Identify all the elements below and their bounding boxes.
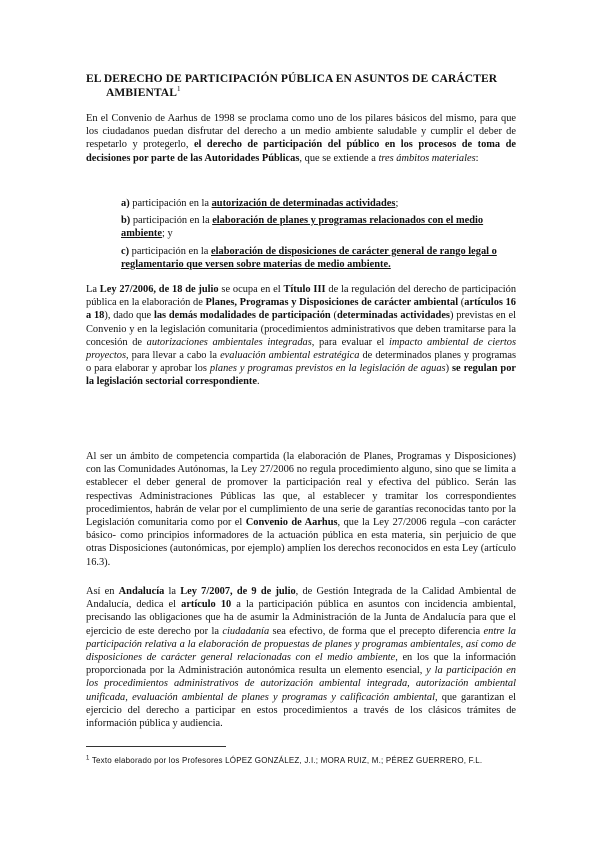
bold-text: el derecho de participación del público en los procesos de toma de decisiones por parte de las Autoridades Públicas [86, 139, 517, 164]
text: se ocupa en el [218, 284, 284, 295]
text: , para evaluar el [311, 336, 389, 348]
title-line-2: AMBIENTAL [106, 87, 177, 99]
italic-text: entre la participación relativa a la elaboración de propuestas de planes y programas ambientales, así como de disposiciones de carácter general relacionadas con el medio ambiente [86, 625, 516, 664]
footnote-marker: 1 [86, 755, 90, 762]
footnote-text: Texto elaborado por los Profesores LÓPEZ GONZÁLEZ, J.I.; MORA RUIZ, M.; PÉREZ GUERRERO, F.L. [89, 756, 483, 765]
list-marker: b) [121, 215, 131, 227]
bold-text: Andalucía [118, 586, 165, 597]
text: ) previstas en el Convenio y en la legislación comunitaria (procedimientos administrativos que deben tramitarse para la concesión de [86, 310, 516, 348]
italic-text: ciudadanía [222, 625, 270, 637]
paragraph-aarhus [86, 112, 516, 165]
underlined-text: elaboración de disposiciones de carácter general de rango legal o reglamentario que versen sobre materias de medio ambiente. [121, 245, 497, 270]
text: que garantizan el ejercicio del derecho a participar en estos procedimientos a través de los clásicos trámites de información pública y audiencia. [86, 691, 516, 730]
list-item-c [121, 245, 519, 271]
text: a la participación pública en asuntos con incidencia ambiental, precisando las obligaciones que ha de asumir la Administración de la Junta de Andalucía para que el ejercicio de este derecho por la [86, 599, 516, 637]
title-footnote-ref[interactable]: 1 [176, 85, 181, 94]
text: , que la Ley 27/2006 regula –con carácter básico- como principios informadores de la actuación pública en esta materia, sin perjuicio de que otras Disposiciones (autonómicas, por ejemplo) amplíen los derechos reconocidos en esta Ley (artículo 16.3). [86, 517, 516, 568]
bold-text: Planes, Programas y Disposiciones de carácter ambiental [205, 297, 459, 309]
italic-text: evaluación ambiental estratégica [220, 350, 360, 362]
footnote-divider [86, 746, 226, 747]
text: ; [395, 198, 399, 209]
list-marker: a) [121, 198, 130, 209]
participation-list [121, 197, 519, 275]
bold-text: artículo 10 [181, 599, 232, 611]
text: , que se extiende a [299, 152, 379, 164]
underlined-text: autorización de determinadas actividades [211, 198, 396, 209]
text: En el Convenio de Aarhus de 1998 se proclama como uno de los pilares básicos del mismo, para que los ciudadanos puedan disfrutar del derecho a un medio ambiente saludable y cumplir el deber de respetarlo y protegerlo, [86, 113, 516, 151]
text: sea efectivo, de forma que el precepto diferencia [269, 625, 484, 637]
bold-text: Ley 7/2007, de 9 de julio [180, 586, 296, 597]
text: , para llevar a cabo la [126, 350, 221, 362]
italic-text: autorizaciones ambientales integradas [146, 336, 312, 348]
text: participación en la [129, 245, 212, 257]
text: , en los que la información proporcionada por la Administración autonómica resulta un elemento esencial, [86, 652, 516, 677]
italic-text: planes y programas previstos en la legislación de aguas [209, 363, 446, 375]
text: Al ser un ámbito de competencia compartida (la elaboración de Planes, Programas y Disposiciones) con las Comunidades Autónomas, la Ley 27/2006 no regula procedimiento alguno, sino que se limita a establecer el deber general de promover la participación real y efectiva del público. Serán las respectivas Administraciones Públicas las que, al establecer y tramitar los correspondientes procedimientos, habrán de velar por el cumplimiento de una serie de garantías reconocidas tanto por la Legislación comunitaria como por el [86, 451, 516, 529]
bold-text: se regulan por la legislación sectorial correspondiente [86, 363, 516, 388]
paragraph-competencia [86, 450, 516, 569]
text: ), dado que [104, 310, 154, 322]
page-title [86, 72, 526, 100]
list-item-a [121, 197, 519, 210]
text: La [86, 284, 100, 295]
italic-text: impacto ambiental de ciertos proyectos [86, 336, 516, 362]
italic-text: tres ámbitos materiales [378, 152, 476, 164]
text: Así en [86, 586, 119, 597]
text: participación en la [130, 215, 213, 227]
text: de determinados planes y programas o para elaborar y aprobar los [86, 350, 516, 375]
text: ) [445, 363, 452, 375]
bold-text: Convenio de Aarhus [245, 517, 338, 529]
bold-text: Título III [283, 284, 326, 295]
bold-text: determinadas actividades [336, 310, 450, 322]
paragraph-ley-27-2006 [86, 283, 516, 389]
text: participación en la [129, 198, 212, 209]
footnote [86, 755, 522, 767]
title-line-1: EL DERECHO DE PARTICIPACIÓN PÚBLICA EN ASUNTOS DE CARÁCTER [86, 73, 498, 85]
text: ( [330, 310, 337, 322]
bold-text: las demás modalidades de participación [153, 310, 331, 322]
text: ( [458, 297, 465, 309]
list-marker: c) [121, 245, 130, 257]
text: ; y [161, 228, 173, 240]
text: . [256, 376, 260, 388]
text: la [164, 586, 181, 597]
text: : [475, 152, 479, 164]
bold-text: artículos 16 a 18 [86, 297, 516, 322]
italic-text: y la participación en los procedimientos administrativos de autorización ambiental integrada, autorización ambiental unificada, evaluación ambiental de planes y programas y calificación ambiental, [86, 665, 517, 703]
text: , de Gestión Integrada de la Calidad Ambiental de Andalucía, dedica el [86, 586, 517, 611]
underlined-text: elaboración de planes y programas relacionados con el medio ambiente [121, 215, 484, 240]
text: de la regulación del derecho de participación pública en la elaboración de [86, 284, 517, 309]
list-item-b [121, 214, 519, 240]
bold-text: Ley 27/2006, de 18 de julio [99, 284, 219, 295]
paragraph-andalucia [86, 585, 516, 730]
